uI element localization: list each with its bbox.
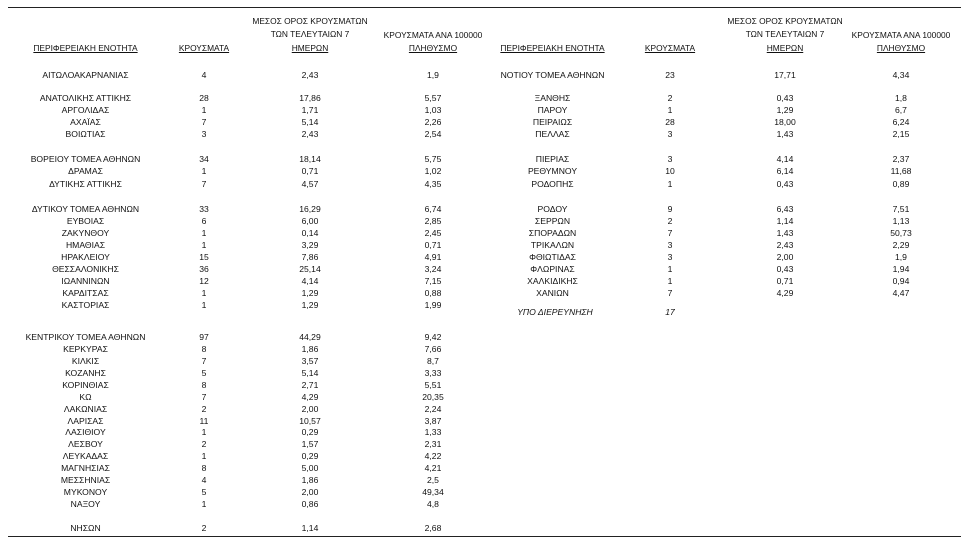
region-name: ΧΑΛΚΙΔΙΚΗΣ xyxy=(527,276,578,286)
region-name: ΑΧΑΪΑΣ xyxy=(70,117,101,127)
region-name: ΛΑΚΩΝΙΑΣ xyxy=(63,404,108,414)
cases-value: 1 xyxy=(201,166,207,176)
table-bottom-rule xyxy=(8,536,961,537)
avg-value: 5,14 xyxy=(301,368,319,378)
cases-value: 5 xyxy=(201,487,207,497)
region-name: ΚΕΡΚΥΡΑΣ xyxy=(63,344,108,354)
region-name: ΚΕΝΤΡΙΚΟΥ ΤΟΜΕΑ ΑΘΗΝΩΝ xyxy=(25,332,146,342)
per100k-value: 2,24 xyxy=(424,404,442,414)
region-name: ΛΑΣΙΘΙΟΥ xyxy=(65,427,106,437)
per100k-value: 2,85 xyxy=(424,216,442,226)
avg-value: 1,71 xyxy=(301,105,319,115)
per100k-value: 8,7 xyxy=(427,356,439,366)
avg-value: 4,14 xyxy=(301,276,319,286)
region-name: ΚΩ xyxy=(79,392,92,402)
avg-value: 6,43 xyxy=(776,204,794,214)
avg-value: 4,29 xyxy=(776,288,794,298)
header-region-right: ΠΕΡΙΦΕΡΕΙΑΚΗ ΕΝΟΤΗΤΑ xyxy=(500,43,605,53)
per100k-value: 9,42 xyxy=(424,332,442,342)
cases-value: 1 xyxy=(201,240,207,250)
per100k-value: 1,9 xyxy=(895,252,907,262)
cases-value: 8 xyxy=(201,380,207,390)
avg-value: 5,14 xyxy=(301,117,319,127)
cases-value: 3 xyxy=(667,154,673,164)
cases-value: 28 xyxy=(665,117,675,127)
per100k-value: 20,35 xyxy=(422,392,444,402)
region-name: ΦΘΙΩΤΙΔΑΣ xyxy=(529,252,576,262)
cases-value: 1 xyxy=(201,105,207,115)
per100k-value: 2,5 xyxy=(427,475,439,485)
avg-value: 1,43 xyxy=(776,228,794,238)
avg-value: 4,14 xyxy=(776,154,794,164)
avg-value: 0,71 xyxy=(301,166,319,176)
avg-value: 25,14 xyxy=(299,264,321,274)
region-name: ΗΜΑΘΙΑΣ xyxy=(65,240,106,250)
cases-value: 2 xyxy=(201,404,207,414)
header-avg-left-2: ΤΩΝ ΤΕΛΕΥΤΑΙΩΝ 7 xyxy=(270,29,350,39)
region-name: ΛΕΣΒΟΥ xyxy=(68,439,103,449)
region-name: ΘΕΣΣΑΛΟΝΙΚΗΣ xyxy=(52,264,119,274)
cases-value: 1 xyxy=(667,264,673,274)
per100k-value: 0,88 xyxy=(424,288,442,298)
avg-value: 1,43 xyxy=(776,129,794,139)
region-name: ΣΕΡΡΩΝ xyxy=(534,216,571,226)
region-name: ΡΟΔΟΥ xyxy=(537,204,568,214)
avg-value: 2,43 xyxy=(776,240,794,250)
table-top-rule xyxy=(8,7,961,8)
per100k-value: 1,33 xyxy=(424,427,442,437)
region-name: ΒΟΙΩΤΙΑΣ xyxy=(65,129,106,139)
avg-value: 1,86 xyxy=(301,475,319,485)
region-name: ΛΕΥΚΑΔΑΣ xyxy=(62,451,109,461)
cases-value: 34 xyxy=(199,154,209,164)
per100k-value: 11,68 xyxy=(890,166,912,176)
per100k-value: 1,03 xyxy=(424,105,442,115)
per100k-value: 1,94 xyxy=(892,264,910,274)
per100k-value: 4,47 xyxy=(892,288,910,298)
cases-value: 2 xyxy=(667,93,673,103)
per100k-value: 0,89 xyxy=(892,179,910,189)
cases-value: 33 xyxy=(199,204,209,214)
avg-value: 1,86 xyxy=(301,344,319,354)
per100k-value: 1,02 xyxy=(424,166,442,176)
avg-value: 0,43 xyxy=(776,179,794,189)
header-per100k-right-2: ΠΛΗΘΥΣΜΟ xyxy=(876,43,926,53)
per100k-value: 2,31 xyxy=(424,439,442,449)
per100k-value: 7,51 xyxy=(892,204,910,214)
region-name: ΜΕΣΣΗΝΙΑΣ xyxy=(60,475,111,485)
header-avg-left-1: ΜΕΣΟΣ ΟΡΟΣ ΚΡΟΥΣΜΑΤΩΝ xyxy=(252,16,368,26)
per100k-value: 0,71 xyxy=(424,240,442,250)
avg-value: 1,57 xyxy=(301,439,319,449)
per100k-value: 1,99 xyxy=(424,300,442,310)
avg-value: 0,86 xyxy=(301,499,319,509)
per100k-value: 4,21 xyxy=(424,463,442,473)
cases-value: 1 xyxy=(201,228,207,238)
per100k-value: 2,45 xyxy=(424,228,442,238)
region-name: ΠΑΡΟΥ xyxy=(537,105,568,115)
cases-value: 7 xyxy=(201,356,207,366)
region-name: ΧΑΝΙΩΝ xyxy=(536,288,569,298)
region-name: ΑΝΑΤΟΛΙΚΗΣ ΑΤΤΙΚΗΣ xyxy=(39,93,132,103)
cases-value: 3 xyxy=(201,129,207,139)
avg-value: 0,71 xyxy=(776,276,794,286)
region-name: ΠΙΕΡΙΑΣ xyxy=(535,154,570,164)
avg-value: 3,29 xyxy=(301,240,319,250)
cases-value: 97 xyxy=(199,332,209,342)
region-name: ΔΡΑΜΑΣ xyxy=(68,166,103,176)
avg-value: 1,29 xyxy=(301,300,319,310)
avg-value: 2,43 xyxy=(301,70,319,80)
region-name: ΚΙΛΚΙΣ xyxy=(71,356,100,366)
region-name: ΔΥΤΙΚΟΥ ΤΟΜΕΑ ΑΘΗΝΩΝ xyxy=(31,204,140,214)
per100k-value: 2,68 xyxy=(424,523,442,533)
region-name: ΝΗΣΩΝ xyxy=(70,523,101,533)
region-name: ΜΥΚΟΝΟΥ xyxy=(63,487,108,497)
cases-value: 3 xyxy=(667,129,673,139)
header-per100k-left-1: ΚΡΟΥΣΜΑΤΑ ΑΝΑ 100000 xyxy=(383,30,483,40)
per100k-value: 0,94 xyxy=(892,276,910,286)
avg-value: 2,71 xyxy=(301,380,319,390)
cases-value: 1 xyxy=(667,105,673,115)
per100k-value: 2,54 xyxy=(424,129,442,139)
region-name: ΡΕΘΥΜΝΟΥ xyxy=(527,166,578,176)
cases-value: 2 xyxy=(201,523,207,533)
region-name: ΦΛΩΡΙΝΑΣ xyxy=(530,264,575,274)
cases-value: 12 xyxy=(199,276,209,286)
region-name: ΚΟΖΑΝΗΣ xyxy=(65,368,106,378)
cases-value: 36 xyxy=(199,264,209,274)
region-name: ΚΟΡΙΝΘΙΑΣ xyxy=(62,380,109,390)
avg-value: 1,29 xyxy=(776,105,794,115)
region-name: ΜΑΓΝΗΣΙΑΣ xyxy=(61,463,110,473)
per100k-value: 4,22 xyxy=(424,451,442,461)
cases-value: 8 xyxy=(201,344,207,354)
avg-value: 1,14 xyxy=(301,523,319,533)
per100k-value: 2,37 xyxy=(892,154,910,164)
header-avg-right-2: ΤΩΝ ΤΕΛΕΥΤΑΙΩΝ 7 xyxy=(745,29,825,39)
cases-value: 11 xyxy=(199,416,209,426)
header-avg-left-3: ΗΜΕΡΩΝ xyxy=(291,43,329,53)
cases-value: 7 xyxy=(201,117,207,127)
cases-value: 10 xyxy=(665,166,675,176)
per100k-value: 1,13 xyxy=(892,216,910,226)
per100k-value: 7,15 xyxy=(424,276,442,286)
cases-value: 9 xyxy=(667,204,673,214)
region-name: ΝΑΞΟΥ xyxy=(70,499,101,509)
avg-value: 5,00 xyxy=(301,463,319,473)
per100k-value: 6,74 xyxy=(424,204,442,214)
per100k-value: 4,34 xyxy=(892,70,910,80)
avg-value: 6,00 xyxy=(301,216,319,226)
header-avg-right-1: ΜΕΣΟΣ ΟΡΟΣ ΚΡΟΥΣΜΑΤΩΝ xyxy=(727,16,843,26)
avg-value: 17,86 xyxy=(299,93,321,103)
region-name: ΚΑΣΤΟΡΙΑΣ xyxy=(61,300,110,310)
avg-value: 0,43 xyxy=(776,264,794,274)
per100k-value: 49,34 xyxy=(422,487,444,497)
per100k-value: 2,26 xyxy=(424,117,442,127)
region-name: ΞΑΝΘΗΣ xyxy=(534,93,571,103)
cases-value: 4 xyxy=(201,70,207,80)
cases-value: 7 xyxy=(667,228,673,238)
header-per100k-right-1: ΚΡΟΥΣΜΑΤΑ ΑΝΑ 100000 xyxy=(851,30,951,40)
cases-value: 1 xyxy=(201,499,207,509)
avg-value: 2,43 xyxy=(301,129,319,139)
region-name: ΠΕΛΛΑΣ xyxy=(535,129,570,139)
region-name: ΡΟΔΟΠΗΣ xyxy=(531,179,574,189)
avg-value: 2,00 xyxy=(776,252,794,262)
avg-value: 16,29 xyxy=(299,204,321,214)
cases-value: 5 xyxy=(201,368,207,378)
avg-value: 4,29 xyxy=(301,392,319,402)
region-name: ΣΠΟΡΑΔΩΝ xyxy=(528,228,577,238)
per100k-value: 2,29 xyxy=(892,240,910,250)
region-name: ΠΕΙΡΑΙΩΣ xyxy=(532,117,573,127)
avg-value: 18,14 xyxy=(299,154,321,164)
cases-value: 7 xyxy=(667,288,673,298)
per100k-value: 4,35 xyxy=(424,179,442,189)
avg-value: 18,00 xyxy=(774,117,796,127)
avg-value: 0,14 xyxy=(301,228,319,238)
per100k-value: 6,7 xyxy=(895,105,907,115)
cases-value: 1 xyxy=(201,427,207,437)
region-name: ΚΑΡΔΙΤΣΑΣ xyxy=(62,288,109,298)
per100k-value: 7,66 xyxy=(424,344,442,354)
cases-value: 28 xyxy=(199,93,209,103)
region-name: ΝΟΤΙΟΥ ΤΟΜΕΑ ΑΘΗΝΩΝ xyxy=(500,70,605,80)
cases-value: 6 xyxy=(201,216,207,226)
region-name: ΕΥΒΟΙΑΣ xyxy=(66,216,105,226)
avg-value: 1,29 xyxy=(301,288,319,298)
region-name: ΔΥΤΙΚΗΣ ΑΤΤΙΚΗΣ xyxy=(49,179,122,189)
avg-value: 1,14 xyxy=(776,216,794,226)
per100k-value: 1,9 xyxy=(427,70,439,80)
cases-value: 8 xyxy=(201,463,207,473)
avg-value: 10,57 xyxy=(299,416,321,426)
avg-value: 3,57 xyxy=(301,356,319,366)
header-cases-left: ΚΡΟΥΣΜΑΤΑ xyxy=(178,43,230,53)
cases-value: 4 xyxy=(201,475,207,485)
region-name: ΤΡΙΚΑΛΩΝ xyxy=(530,240,575,250)
avg-value: 7,86 xyxy=(301,252,319,262)
per100k-value: 3,33 xyxy=(424,368,442,378)
avg-value: 0,29 xyxy=(301,427,319,437)
avg-value: 0,29 xyxy=(301,451,319,461)
cases-value: 3 xyxy=(667,252,673,262)
per100k-value: 5,75 xyxy=(424,154,442,164)
per100k-value: 2,15 xyxy=(892,129,910,139)
cases-value: 7 xyxy=(201,392,207,402)
per100k-value: 5,57 xyxy=(424,93,442,103)
cases-value: 2 xyxy=(667,216,673,226)
region-name: ΖΑΚΥΝΘΟΥ xyxy=(61,228,110,238)
avg-value: 6,14 xyxy=(776,166,794,176)
per100k-value: 50,73 xyxy=(890,228,912,238)
region-name: ΒΟΡΕΙΟΥ ΤΟΜΕΑ ΑΘΗΝΩΝ xyxy=(30,154,141,164)
per100k-value: 5,51 xyxy=(424,380,442,390)
cases-value: 17 xyxy=(665,307,675,317)
region-name: ΛΑΡΙΣΑΣ xyxy=(67,416,104,426)
avg-value: 2,00 xyxy=(301,404,319,414)
cases-value: 1 xyxy=(667,276,673,286)
region-name: ΥΠΟ ΔΙΕΡΕΥΝΗΣΗ xyxy=(517,307,593,317)
header-region-left: ΠΕΡΙΦΕΡΕΙΑΚΗ ΕΝΟΤΗΤΑ xyxy=(33,43,138,53)
header-avg-right-3: ΗΜΕΡΩΝ xyxy=(766,43,804,53)
cases-value: 1 xyxy=(667,179,673,189)
cases-value: 23 xyxy=(665,70,675,80)
per100k-value: 1,8 xyxy=(895,93,907,103)
avg-value: 17,71 xyxy=(774,70,796,80)
per100k-value: 3,24 xyxy=(424,264,442,274)
cases-value: 1 xyxy=(201,300,207,310)
cases-value: 15 xyxy=(199,252,209,262)
cases-value: 1 xyxy=(201,288,207,298)
avg-value: 44,29 xyxy=(299,332,321,342)
avg-value: 2,00 xyxy=(301,487,319,497)
cases-value: 3 xyxy=(667,240,673,250)
region-name: ΑΙΤΩΛΟΑΚΑΡΝΑΝΙΑΣ xyxy=(42,70,129,80)
cases-value: 2 xyxy=(201,439,207,449)
region-name: ΗΡΑΚΛΕΙΟΥ xyxy=(61,252,110,262)
avg-value: 4,57 xyxy=(301,179,319,189)
header-cases-right: ΚΡΟΥΣΜΑΤΑ xyxy=(644,43,696,53)
per100k-value: 4,8 xyxy=(427,499,439,509)
region-name: ΙΩΑΝΝΙΝΩΝ xyxy=(61,276,110,286)
per100k-value: 4,91 xyxy=(424,252,442,262)
per100k-value: 3,87 xyxy=(424,416,442,426)
avg-value: 0,43 xyxy=(776,93,794,103)
cases-value: 7 xyxy=(201,179,207,189)
cases-value: 1 xyxy=(201,451,207,461)
region-name: ΑΡΓΟΛΙΔΑΣ xyxy=(61,105,110,115)
per100k-value: 6,24 xyxy=(892,117,910,127)
header-per100k-left-2: ΠΛΗΘΥΣΜΟ xyxy=(408,43,458,53)
